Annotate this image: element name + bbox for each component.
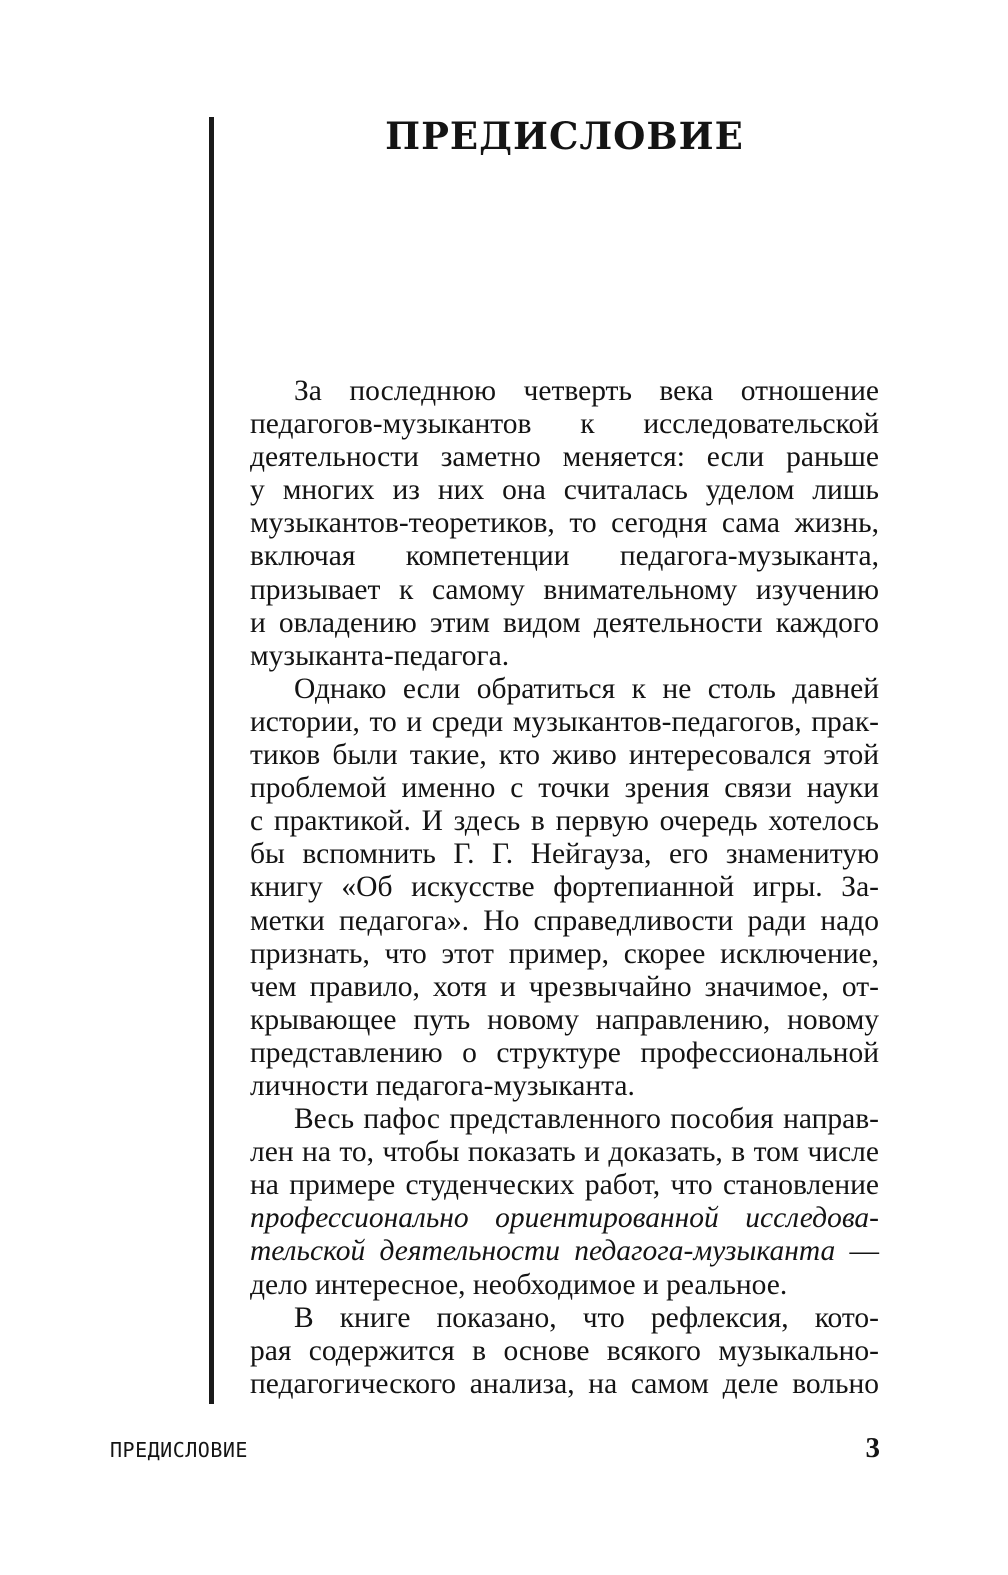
text-line: проблемой именно с точки зрения связи науки <box>250 772 879 805</box>
text-line: и овладению этим видом деятельности каждого <box>250 606 879 639</box>
text-line: на примере студенческих работ, что становление <box>250 1169 879 1202</box>
text-line: За последнюю четверть века отношение <box>294 375 879 407</box>
italic-line <box>250 1202 879 1235</box>
text-line: метки педагога». Но справедливости ради надо <box>250 904 879 937</box>
page-number: 3 <box>865 1432 880 1464</box>
body-text <box>250 375 879 1401</box>
text-line: бы вспомнить Г. Г. Нейгауза, его знаменитую <box>250 838 879 871</box>
chapter-title: ПРЕДИСЛОВИЕ <box>385 114 744 158</box>
paragraph-1 <box>250 375 879 673</box>
text-line: музыкантов-теоретиков, то сегодня сама жизнь, <box>250 507 879 540</box>
italic-text: тельской деятельности педагога-музыканта <box>250 1235 836 1268</box>
text-line: представлению о структуре профессиональной <box>250 1036 879 1069</box>
text-line: включая компетенции педагога-музыканта, <box>250 540 879 573</box>
text-line: крывающее путь новому направлению, новому <box>250 1003 879 1036</box>
text-line: личности педагога-музыканта. <box>250 1069 635 1102</box>
text-line: книгу «Об искусстве фортепианной игры. За- <box>250 871 879 904</box>
text-line: признать, что этот пример, скорее исключение, <box>250 937 879 970</box>
paragraph-3 <box>250 1103 879 1302</box>
italic-text: профессионально ориентированной исследова- <box>250 1202 879 1235</box>
running-footer-title: ПРЕДИСЛОВИЕ <box>110 1438 248 1462</box>
italic-line <box>250 1235 879 1268</box>
text-line: В книге показано, что рефлексия, кото- <box>294 1301 879 1334</box>
text-line: Однако если обратиться к не столь давней <box>294 672 879 705</box>
em-dash: — <box>835 1235 879 1268</box>
text-line: истории, то и среди музыкантов-педагогов, прак- <box>250 705 879 738</box>
text-line: с практикой. И здесь в первую очередь хотелось <box>250 805 879 838</box>
text-line: призывает к самому внимательному изучению <box>250 573 879 606</box>
text-line: лен на то, чтобы показать и доказать, в том числе <box>250 1136 879 1169</box>
text-line: дело интересное, необходимое и реальное. <box>250 1268 788 1301</box>
vertical-rule <box>209 117 214 1404</box>
text-line: тиков были такие, кто живо интересовался этой <box>250 739 879 772</box>
paragraph-4 <box>250 1302 879 1401</box>
text-line: рая содержится в основе всякого музыкально- <box>250 1334 879 1367</box>
text-line: деятельности заметно меняется: если раньше <box>250 441 879 474</box>
text-line: педагогического анализа, на самом деле вольно <box>250 1367 879 1400</box>
text-line: чем правило, хотя и чрезвычайно значимое, от- <box>250 970 879 1003</box>
text-line: педагогов-музыкантов к исследовательской <box>250 408 879 441</box>
paragraph-2 <box>250 673 879 1103</box>
text-line: у многих из них она считалась уделом лишь <box>250 474 879 507</box>
text-line: Весь пафос представленного пособия направ- <box>294 1103 879 1136</box>
text-line: музыканта-педагога. <box>250 639 510 672</box>
